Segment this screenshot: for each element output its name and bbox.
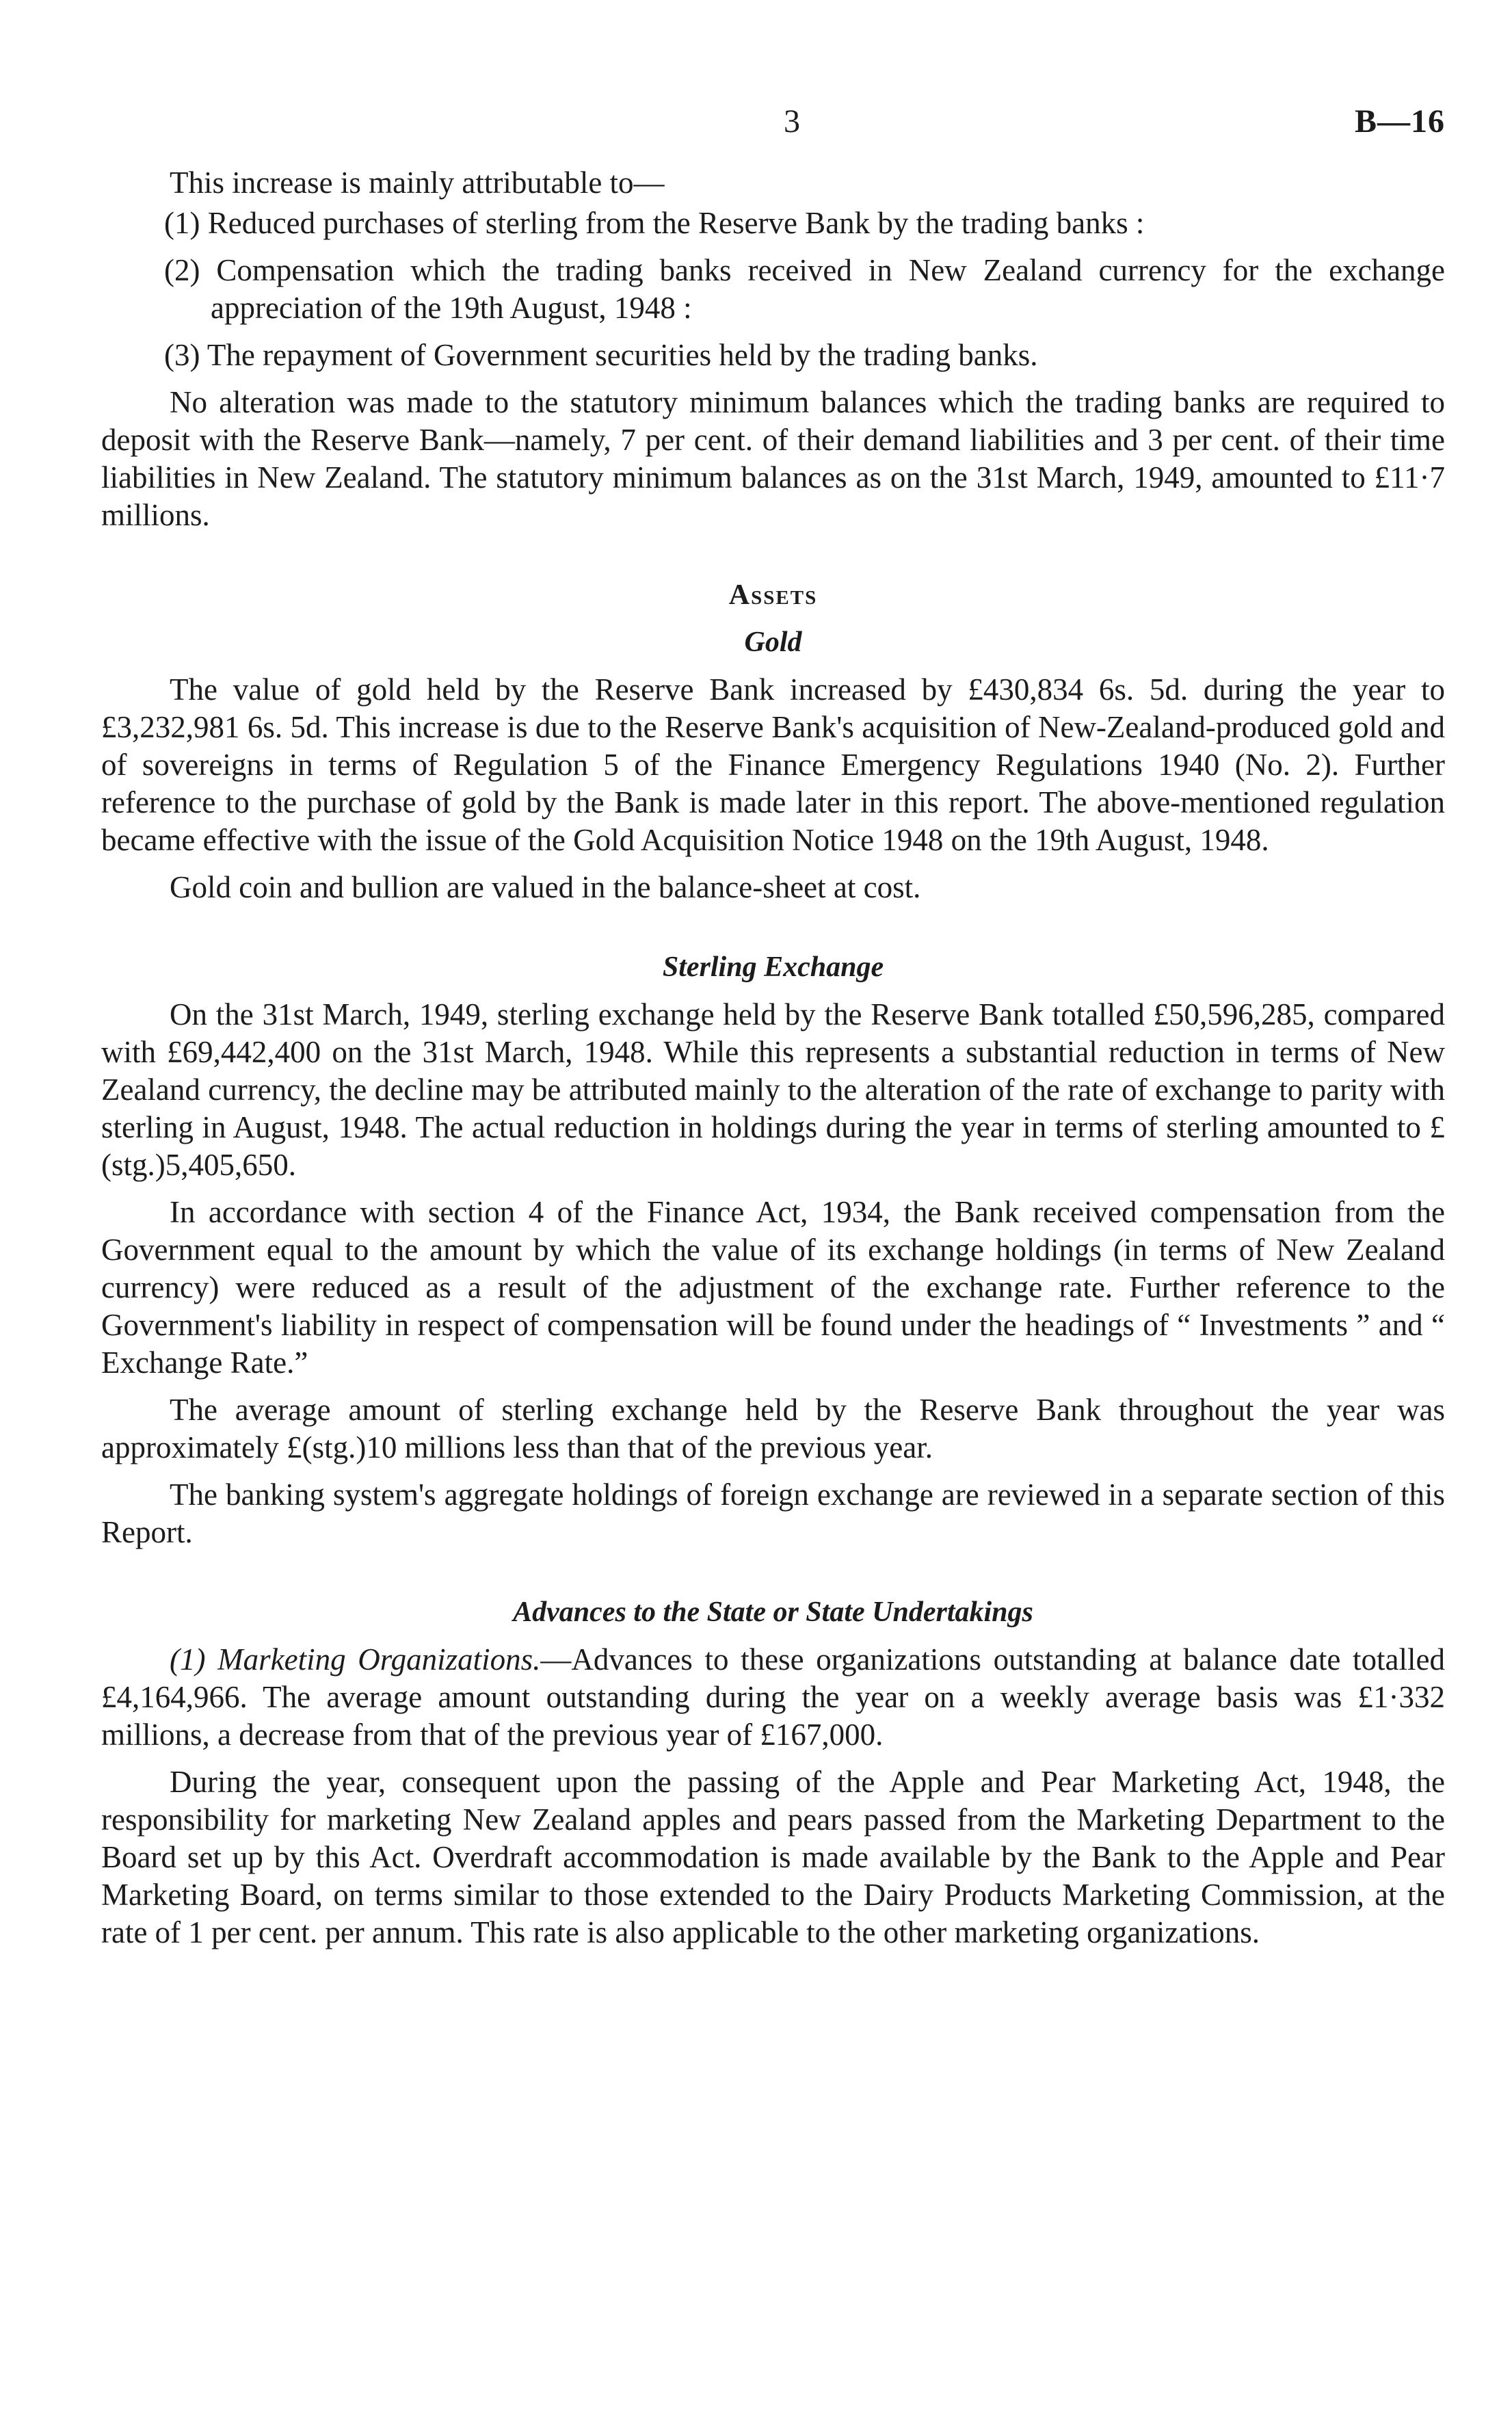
list-item: (2) Compensation which the trading banks received in New Zealand currency for the exchange appreciation of the 19th August, 1948 :	[164, 253, 1445, 325]
page-number: 3	[784, 103, 800, 140]
apple-pear-paragraph: During the year, consequent upon the passing of the Apple and Pear Marketing Act, 1948, the responsibility for marketing New Zealand apples and pears passed from the Marketing Department to the Board set up by this Act. Overdraft accommodation is made available by the Bank to the Apple and Pear Marketing Board, on terms similar to those extended to the Dairy Products Marketing Commission, at the rate of 1 per cent. per annum. This rate is also applicable to the other marketing organizations.	[101, 1765, 1445, 1949]
running-head	[101, 103, 1445, 164]
marketing-organizations-label: (1) Marketing Organizations.	[170, 1642, 541, 1677]
foreign-exchange-paragraph: The banking system's aggregate holdings of foreign exchange are reviewed in a separate section of this Report.	[101, 1477, 1445, 1549]
advances-heading: Advances to the State or State Undertakings	[513, 1596, 1033, 1628]
list-item: (1) Reduced purchases of sterling from the Reserve Bank by the trading banks :	[164, 206, 1145, 240]
marketing-organizations-text: —Advances to these organizations outstanding at balance date totalled £4,164,966. The average amount outstanding during the year on a weekly average basis was £1·332 millions, a decrease from that of the previous year of £167,000.	[101, 1642, 1446, 1752]
document-page	[101, 103, 1445, 1952]
sterling-exchange-heading: Sterling Exchange	[662, 951, 884, 983]
average-sterling-paragraph: The average amount of sterling exchange held by the Reserve Bank throughout the year was approximately £(stg.)10 millions less than that of the previous year.	[101, 1393, 1445, 1464]
sterling-holdings-paragraph: On the 31st March, 1949, sterling exchange held by the Reserve Bank totalled £50,596,285, compared with £69,442,400 on the 31st March, 1948. While this represents a substantial reduction in terms of New Zealand currency, the decline may be attributed mainly to the alteration of the rate of exchange to parity with sterling in August, 1948. The actual reduction in holdings during the year in terms of sterling amounted to £(stg.)5,405,650.	[101, 997, 1445, 1182]
assets-heading: Assets	[728, 579, 818, 611]
document-reference: B—16	[1354, 103, 1445, 140]
gold-valuation-paragraph: Gold coin and bullion are valued in the balance-sheet at cost.	[170, 870, 921, 904]
intro-lead: This increase is mainly attributable to—	[170, 166, 665, 200]
compensation-paragraph: In accordance with section 4 of the Finance Act, 1934, the Bank received compensation from the Government equal to the amount by which the value of its exchange holdings (in terms of New Zealand currency) were reduced as a result of the adjustment of the exchange rate. Further reference to the Government's liability in respect of compensation will be found under the headings of “ Investments ” and “ Exchange Rate.”	[101, 1195, 1445, 1380]
statutory-balances-paragraph: No alteration was made to the statutory minimum balances which the trading banks are required to deposit with the Reserve Bank—namely, 7 per cent. of their demand liabilities and 3 per cent. of their time liabilities in New Zealand. The statutory minimum balances as on the 31st March, 1949, amounted to £11·7 millions.	[101, 385, 1445, 532]
list-item: (3) The repayment of Government securities held by the trading banks.	[164, 338, 1038, 372]
attribution-list	[101, 205, 1445, 374]
marketing-organizations-paragraph	[101, 1641, 1445, 1754]
gold-heading: Gold	[744, 627, 802, 658]
gold-paragraph: The value of gold held by the Reserve Bank increased by £430,834 6s. 5d. during the year to £3,232,981 6s. 5d. This increase is due to the Reserve Bank's acquisition of New-Zealand-produced gold and of sovereigns in terms of Regulation 5 of the Finance Emergency Regulations 1940 (No. 2). Further reference to the purchase of gold by the Bank is made later in this report. The above-mentioned regulation became effective with the issue of the Gold Acquisition Notice 1948 on the 19th August, 1948.	[101, 672, 1445, 857]
